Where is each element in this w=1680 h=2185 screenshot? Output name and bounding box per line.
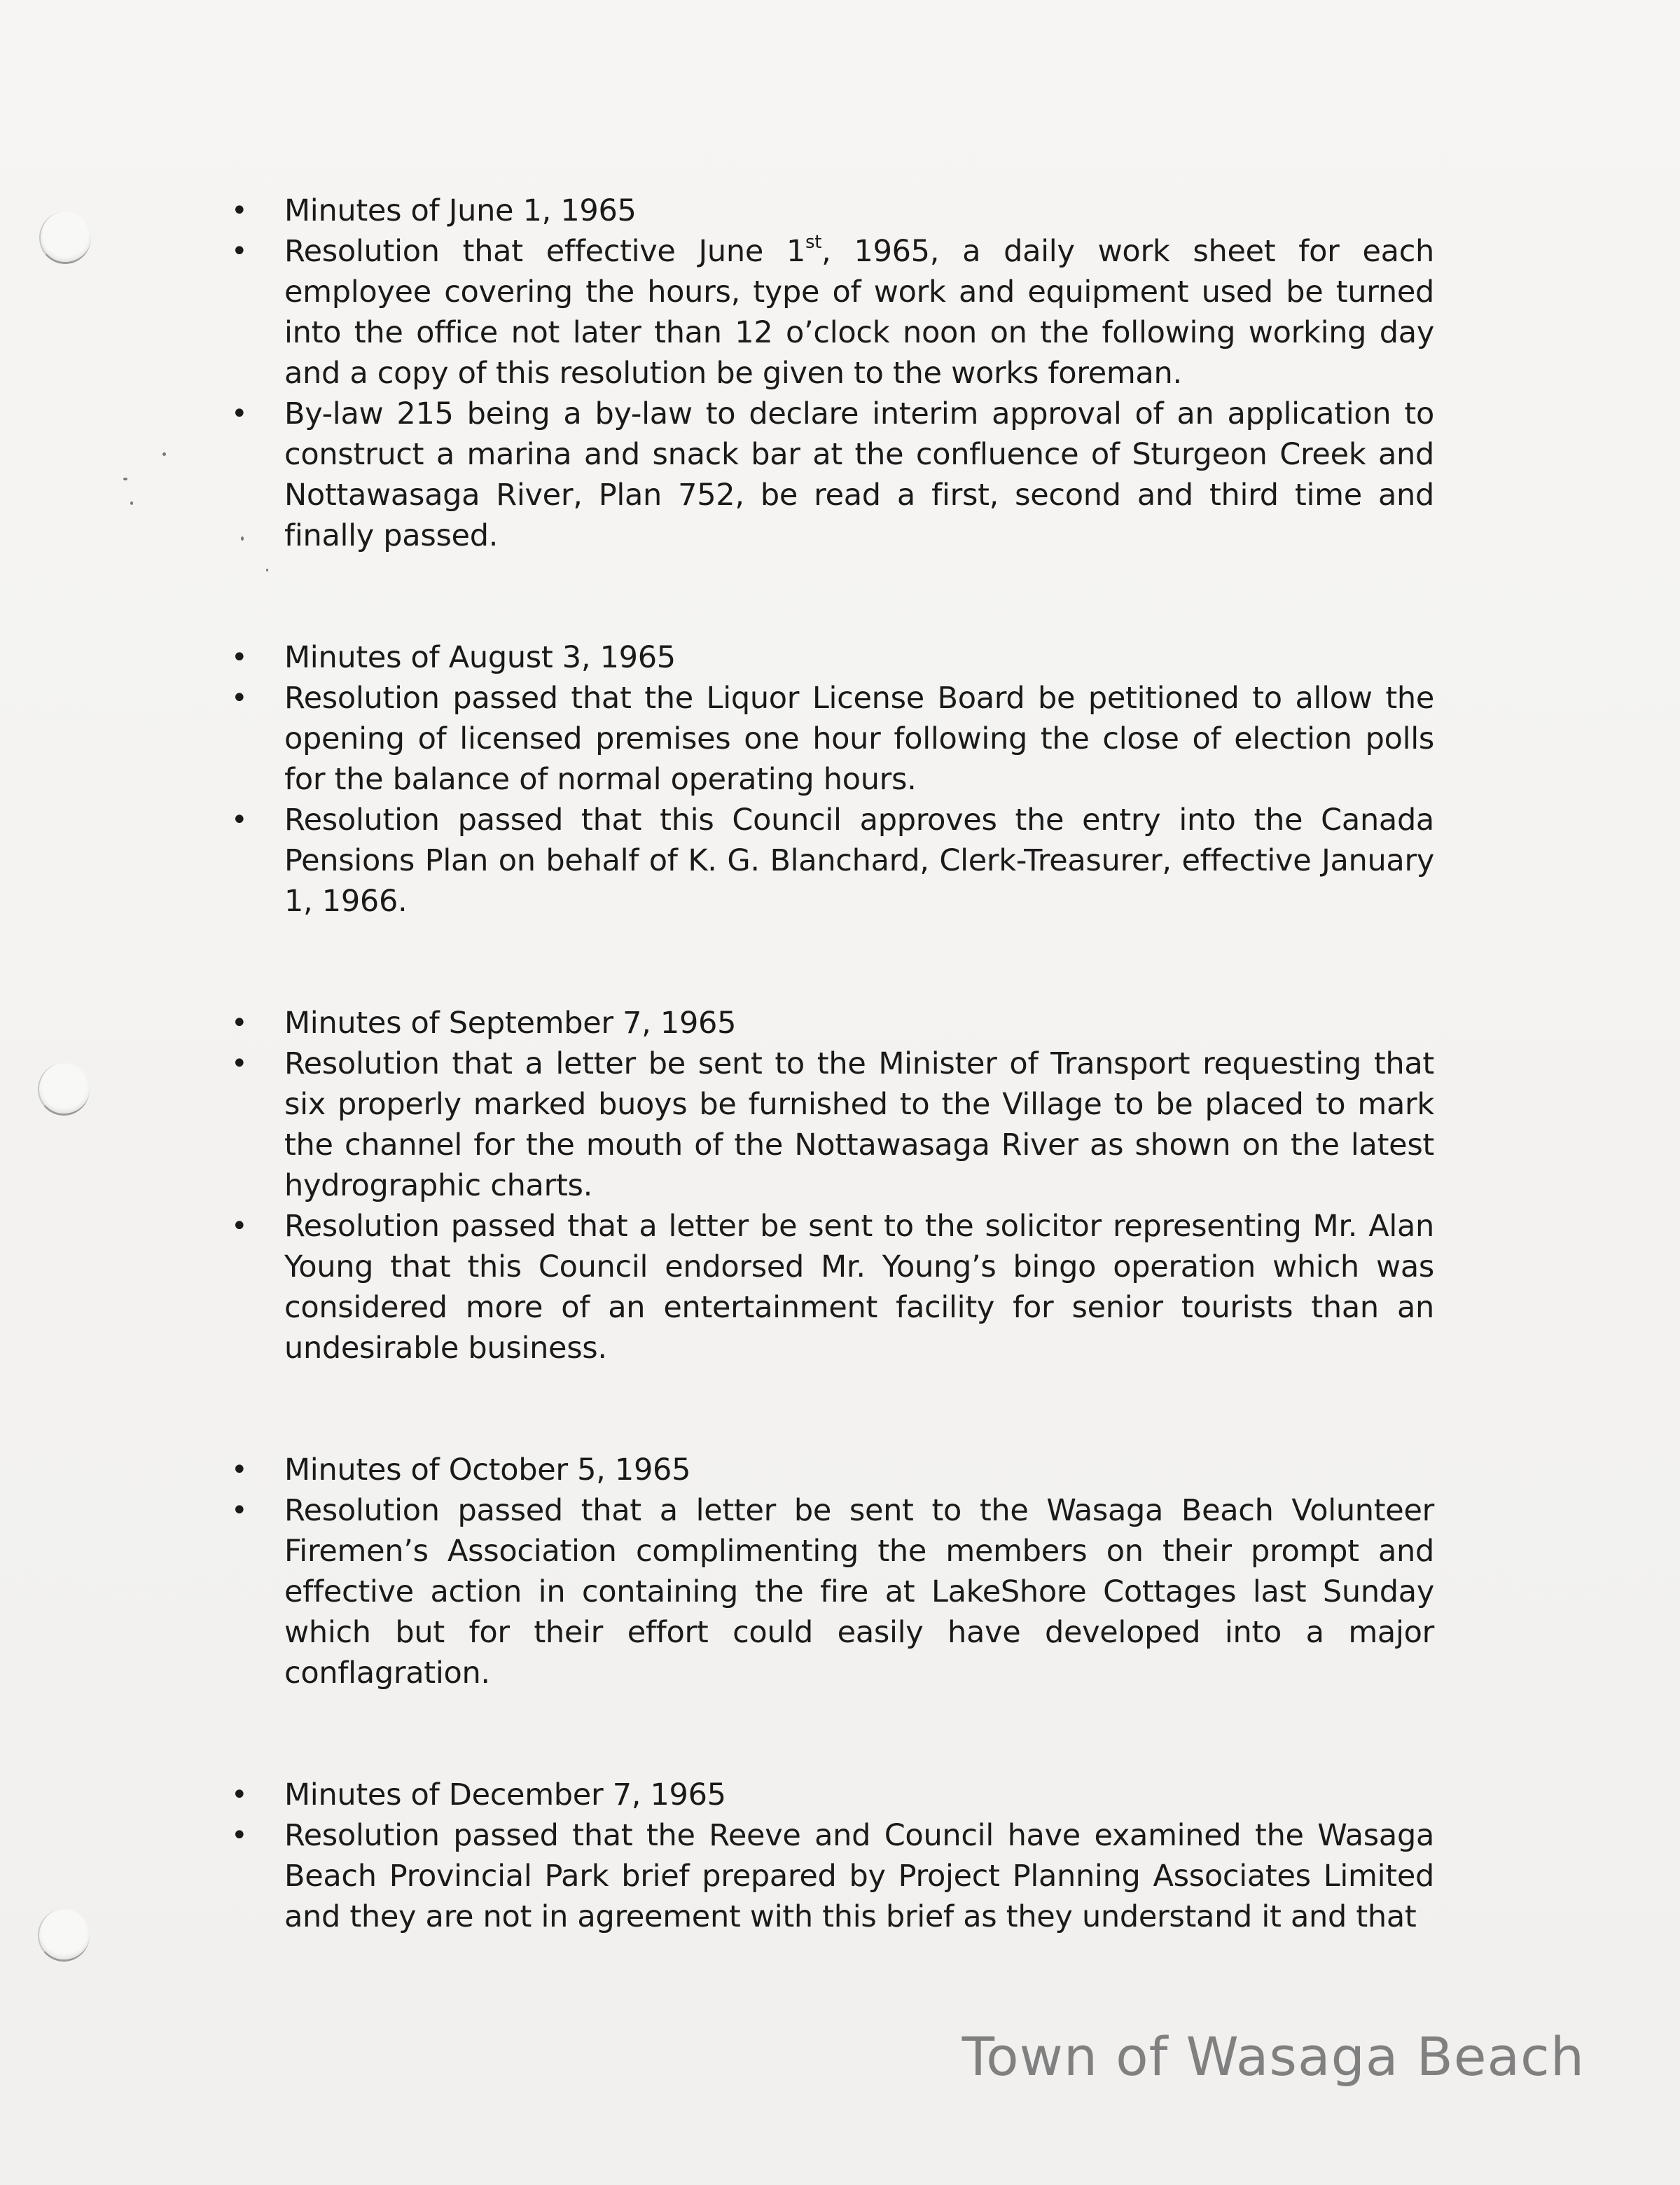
minutes-section-december [231,1775,1434,1937]
section-heading: • Minutes of September 7, 1965 [231,1003,1434,1043]
resolution-text-end: , 1965, a daily work sheet for each employee covering the hours, type of work and equipment used be turned into the office not later than 12 o’clock noon on the following working day and a copy of this resolution be given to the works foreman. [284,234,1434,391]
punch-hole-top [39,211,91,264]
resolution-text-start: Resolution that effective June 1 [284,234,806,269]
ordinal-suffix: st [805,231,822,253]
punch-hole-middle [38,1063,90,1116]
minutes-content [231,190,1434,1937]
minutes-section-september [231,1003,1434,1368]
bylaw-item: • By-law 215 being a by-law to declare interim approval of an application to construct a marina and snack bar at the confluence of Sturgeon Creek and Nottawasaga River, Plan 752, be read a first, second and third time and finally passed. [231,394,1434,556]
minutes-section-august [231,637,1434,922]
section-heading: • Minutes of December 7, 1965 [231,1775,1434,1815]
resolution-item [231,231,1434,394]
scan-speck [130,501,133,505]
resolution-item: • Resolution passed that this Council approves the entry into the Canada Pensions Plan on behalf of K. G. Blanchard, Clerk-Treasurer, effective January 1, 1966. [231,800,1434,922]
punch-hole-bottom [38,1909,90,1962]
town-watermark: Town of Wasaga Beach [962,2025,1585,2088]
section-heading: • Minutes of October 5, 1965 [231,1450,1434,1490]
resolution-item: • Resolution passed that the Liquor License Board be petitioned to allow the opening of licensed premises one hour following the close of election polls for the balance of normal operating hours. [231,678,1434,800]
minutes-section-june [231,190,1434,556]
section-heading: • Minutes of June 1, 1965 [231,190,1434,231]
resolution-item: • Resolution passed that a letter be sent to the Wasaga Beach Volunteer Firemen’s Association complimenting the members on their prompt and effective action in containing the fire at LakeShore Cottages last Sunday which but for their effort could easily have developed into a major conflagration. [231,1490,1434,1693]
resolution-item: • Resolution that a letter be sent to the Minister of Transport requesting that six properly marked buoys be furnished to the Village to be placed to mark the channel for the mouth of the Nottawasaga River as shown on the latest hydrographic charts. [231,1043,1434,1206]
minutes-section-october [231,1450,1434,1693]
resolution-item: • Resolution passed that the Reeve and Council have examined the Wasaga Beach Provincial Park brief prepared by Project Planning Associates Limited and they are not in agreement with this brief as they understand it and that [231,1815,1434,1937]
section-heading: • Minutes of August 3, 1965 [231,637,1434,678]
scan-speck [162,452,166,456]
scan-speck [123,478,127,480]
resolution-item: • Resolution passed that a letter be sent to the solicitor representing Mr. Alan Young that this Council endorsed Mr. Young’s bingo operation which was considered more of an entertainment facility for senior tourists than an undesirable business. [231,1206,1434,1368]
